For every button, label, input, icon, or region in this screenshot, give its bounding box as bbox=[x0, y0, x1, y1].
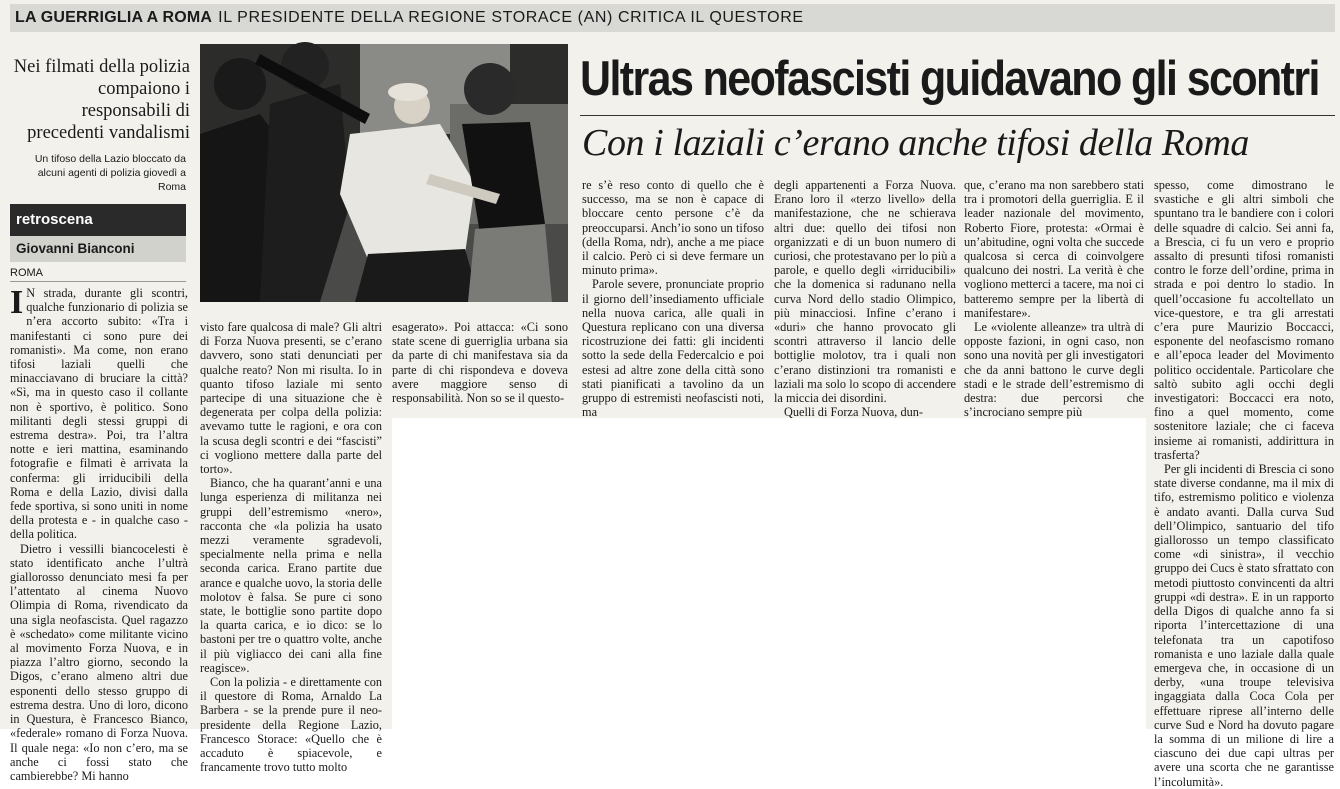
column-tag: retroscena bbox=[10, 204, 186, 236]
paragraph: Le «violente alleanze» tra ultrà di opposte fazioni, in ogni caso, non sono una novità per gli investigatori che da anni battono le curve degli stadi e le strade dell’estremismo di destra: due percorsi che s’incrociano sempre più bbox=[964, 320, 1144, 420]
article-column-7 bbox=[1154, 178, 1334, 789]
paragraph: visto fare qualcosa di male? Gli altri di Forza Nuova presenti, se c’erano davvero, sono stati denunciati per qualche reato? Non mi risulta. Io in quanto tifoso laziale mi sento partecipe di una situazione che è degenerata per colpa della polizia: avevamo tutte le ragioni, e ora con la scusa degli scontri e dei “fascisti” ci vogliono mettere dalla parte del torto». bbox=[200, 320, 382, 477]
paragraph: Quelli di Forza Nuova, dun- bbox=[784, 405, 923, 420]
paragraph: Dietro i vessilli biancocelesti è stato identificato anche l’ultrà giallorosso denunciato mesi fa per l’attentato al cinema Nuovo Olimpia di Roma, rivendicato da una sigla neofascista. Quel ragazzo è «schedato» come militante vicino al movimento Forza Nuova, e in piazza l’altro giorno, secondo la Digos, c’erano almeno altri due esponenti dello stesso gruppo di estrema destra. Uno di loro, dicono in Questura, è Francesco Bianco, «federale» romano di Forza Nuova. Il quale nega: «Io non c’ero, ma se anche ci fossi stato che cambierebbe? Mi hanno bbox=[10, 541, 188, 783]
drop-cap: I bbox=[10, 284, 24, 321]
article-column-5 bbox=[774, 178, 956, 418]
headline: Ultras neofascisti guidavano gli scontri bbox=[580, 51, 1319, 107]
dateline-rule bbox=[10, 281, 186, 282]
paragraph: Bianco, che ha quarant’anni e una lunga esperienza di militanza nei gruppi dell’estremismo «nero», racconta che «la polizia ha usato mezzi veramente sgradevoli, specialmente nella prima e nella seconda carica. Erano partite due arance e qualche uovo, la storia delle molotov è falsa. Se pure ci sono state, le bottiglie sono partite dopo la quarta carica, e io dico: se lo bastoni per tre o quattro volte, anche il più vigliacco dei cani alla fine reagisce». bbox=[200, 476, 382, 675]
kicker-section: LA GUERRIGLIA A ROMA bbox=[15, 9, 213, 26]
paragraph: degli appartenenti a Forza Nuova. Erano loro il «terzo livello» della manifestazione, che ne schierava altri due: quello dei tifosi non organizzati e di un buon numero di curiosi, che protestavano per lo più a parole, e quello degli «irriducibili» che la domenica si radunano nella curva Nord dello stadio Olimpico, più minacciosi. Infine c’erano i «duri» che hanno provocato gli scontri attraverso il lancio delle bottiglie molotov, tra i quali non c’erano distinzioni tra romanisti e laziali ma solo lo scopo di accendere la miccia dei disordini. bbox=[774, 178, 956, 406]
deck: Nei filmati della polizia compaiono i responsabili di precedenti vandalismi bbox=[13, 57, 190, 143]
dateline: ROMA bbox=[10, 267, 43, 279]
article-column-1 bbox=[10, 284, 188, 783]
photo-caption: Un tifoso della Lazio bloccato da alcuni agenti di polizia giovedì a Roma bbox=[34, 153, 186, 193]
headline-rule bbox=[580, 115, 1335, 116]
article-column-2 bbox=[200, 320, 382, 775]
author-byline: Giovanni Bianconi bbox=[10, 236, 186, 262]
kicker-text: IL PRESIDENTE DELLA REGIONE STORACE (AN) CRITICA IL QUESTORE bbox=[218, 9, 804, 26]
subheadline: Con i laziali c’erano anche tifosi della Roma bbox=[582, 122, 1249, 164]
paragraph: que, c’erano ma non sarebbero stati tra i promotori della guerriglia. E il leader nazionale del movimento, Roberto Fiore, protesta: «Ormai è un’abitudine, ogni volta che succede qualcosa si cerca di coinvolgere qualcuno dei nostri. La verità è che vogliono metterci a tacere, ma noi ci batteremo sempre per la libertà di manifestare». bbox=[964, 178, 1144, 320]
paragraph: Con la polizia - e direttamente con il questore di Roma, Arnaldo La Barbera - se la prende pure il neo-presidente della Regione Lazio, Francesco Storace: «Quello che è accaduto è spiacevole, e francamente trovo tutto molto bbox=[200, 675, 382, 775]
paragraph: Per gli incidenti di Brescia ci sono state diverse condanne, ma il mix di tifo, estremismo politico e violenza è andato avanti. Dalla curva Sud dell’Olimpico, santuario del tifo giallorosso un tempo classificato come «di sinistra», il vecchio gruppo dei Cucs è stato sfrattato con metodi piuttosto convincenti da altri gruppi «di destra». E in un rapporto della Digos di qualche anno fa si riporta l’intercettazione di una telefonata tra un capotifoso romanista e uno laziale dalla quale emergeva che, in occasione di un derby, «una troupe televisiva ingaggiata dalla Coca Cola per effettuare riprese all’interno delle curve Sud e Nord ha dovuto pagare la somma di un milione di lire a ciascuno dei due capi ultras per avere una scorta che ne garantisse l’incolumità». bbox=[1154, 462, 1334, 789]
paragraph: Parole severe, pronunciate proprio il giorno dell’insediamento ufficiale nella nuova carica, alle quali in Questura replicano con una diversa ricostruzione dei fatti: gli incidenti sotto la sede della Federcalcio e poi estesi ad altre zone della città sono stati pianificati a tavolino da un gruppo di estremisti neofascisti noti, ma bbox=[582, 277, 764, 420]
article-column-4 bbox=[582, 178, 764, 418]
paragraph: spesso, come dimostrano le svastiche e gli altri simboli che spuntano tra le bandiere con i colori delle squadre di calcio. Sei anni fa, a Brescia, ci fu un vero e proprio assalto di presunti tifosi romanisti contro le forze dell’ordine, prima in strada e poi dentro lo stadio. In quell’occasione fu accoltellato un vice-questore, e tra gli arrestati c’era pure Maurizio Boccacci, esponente del neofascismo romano e all’epoca leader del Movimento politico occidentale. Particolare che saltò subito agli occhi degli investigatori: Boccacci era noto, fino a quel momento, come sostenitore laziale; che ci faceva insieme ai romanisti, addirittura in trasferta? bbox=[1154, 178, 1334, 462]
photo-illustration bbox=[200, 44, 568, 302]
news-photo bbox=[200, 44, 568, 302]
paragraph: esagerato». Poi attacca: «Ci sono state scene di guerriglia urbana sia da parte di chi manifestava sia da parte di chi rispondeva e doveva avere maggiore senso di responsabilità. Non so se il questo- bbox=[392, 320, 568, 406]
paragraph: I N strada, durante gli scontri, qualche funzionario di polizia se n’era accorto subito: «Tra i manifestanti ci sono pure dei romanisti». Ma come, non erano tifosi laziali quelli che minacciavano di bruciare la città? «Sì, ma in questo caso il collante non è sportivo, è politico. Sono militanti degli stessi gruppi di estrema destra». Poi, tra l’altra notte e ieri mattina, esaminando fotografie e filmati è arrivata la conferma: gli irriducibili della Roma e della Lazio, divisi dalla fede sportiva, si sono uniti in nome della protesta e - in qualche caso - della politica. bbox=[10, 284, 188, 542]
paragraph: re s’è reso conto di quello che è successo, ma se non è capace di bloccare cento persone c’è da preoccuparsi. Anch’io sono un tifoso (della Roma, ndr), anche a me piace il calcio. Però ci si deve fermare un minuto prima». bbox=[582, 178, 764, 278]
kicker-bar bbox=[10, 4, 1335, 32]
article-column-6 bbox=[964, 178, 1144, 418]
article-column-3 bbox=[392, 320, 568, 416]
